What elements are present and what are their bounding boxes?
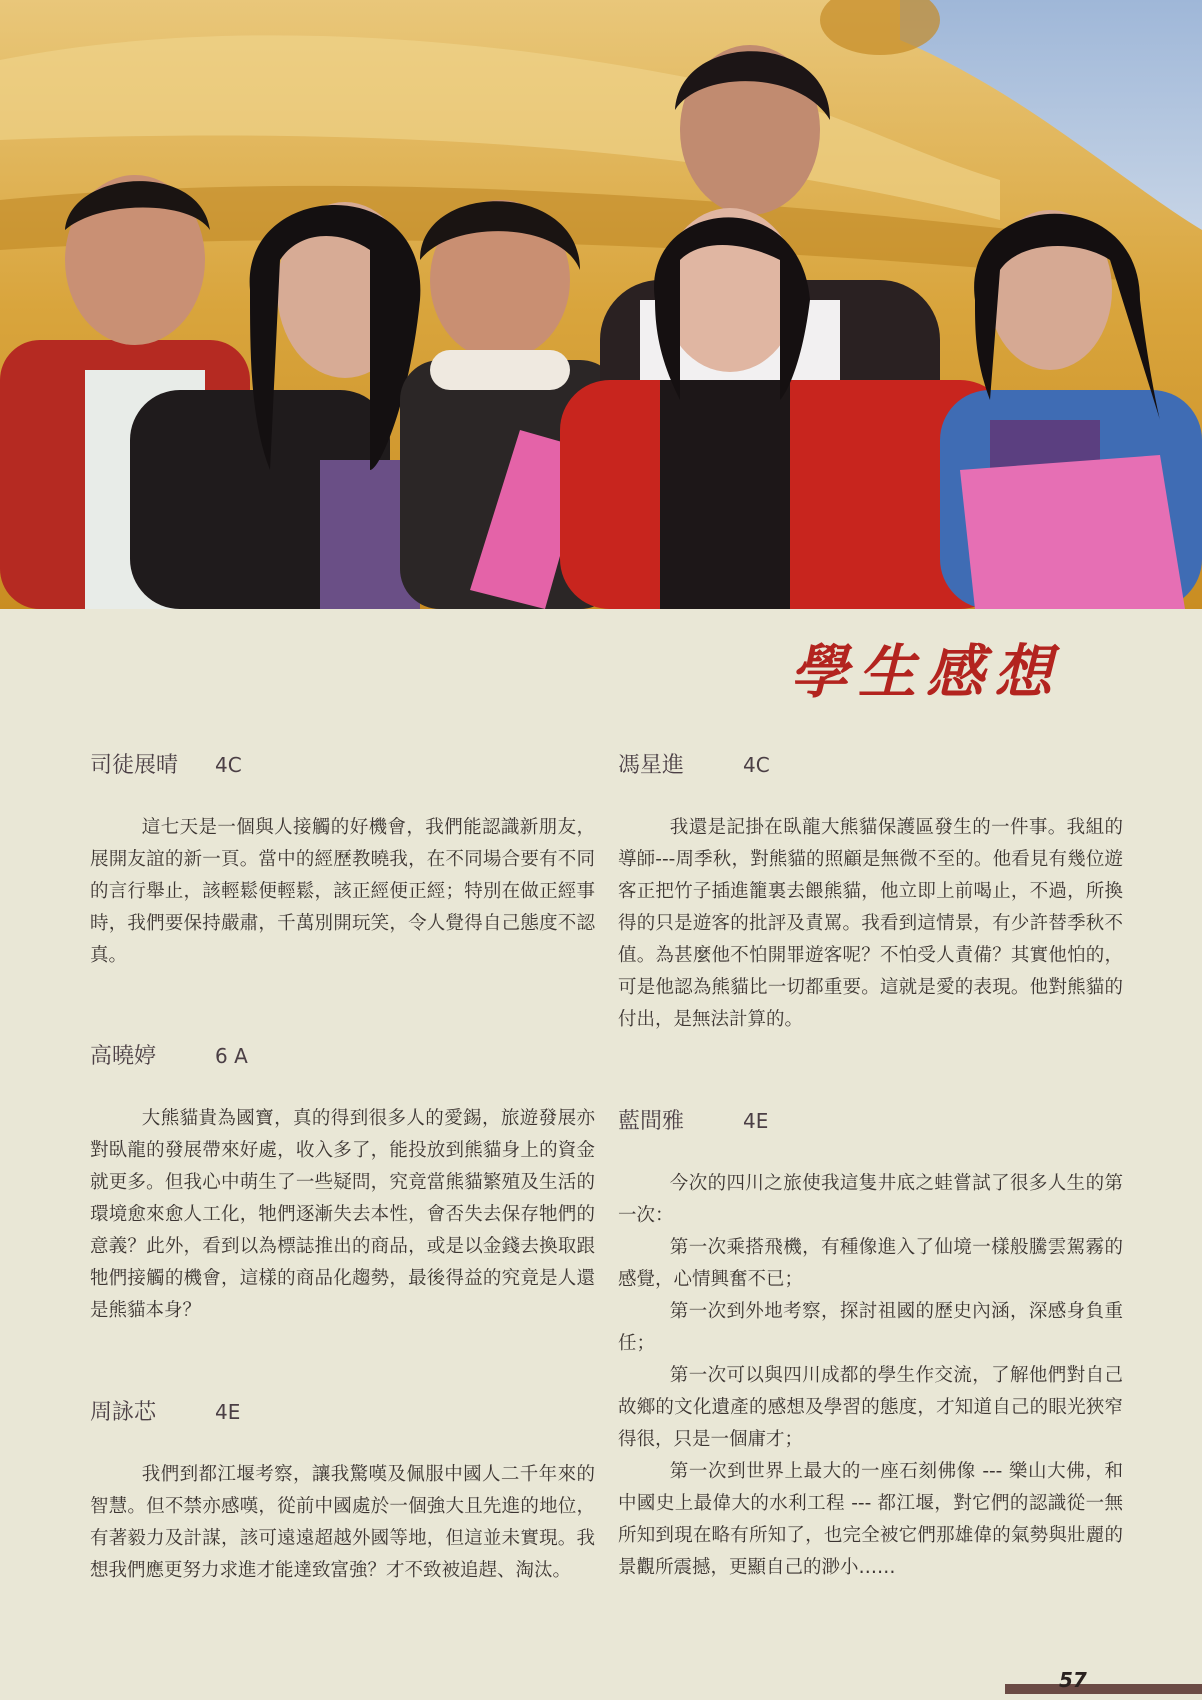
paragraph: 大熊貓貴為國寶，真的得到很多人的愛錫，旅遊發展亦對臥龍的發展帶來好處，收入多了，能投放到熊貓身上的資金就更多。但我心中萌生了一些疑問，究竟當熊貓繁殖及生活的環境愈來愈人工化，牠們逐漸失去本性，會否失去保存牠們的意義？此外，看到以為標誌推出的商品，或是以金錢去換取跟牠們接觸的機會，這樣的商品化趨勢，最後得益的究竟是人還是熊貓本身？ xyxy=(90,1108,595,1321)
author-class: 6 A xyxy=(215,1044,248,1068)
entry-zhou-yongxin xyxy=(90,1397,595,1587)
page-number-bar xyxy=(1005,1668,1202,1694)
entry-header xyxy=(90,1397,595,1427)
header-photo xyxy=(0,0,1202,609)
author-class: 4E xyxy=(743,1109,769,1133)
entry-text xyxy=(90,1103,595,1327)
author-name: 馮星進 xyxy=(618,753,685,778)
entry-text xyxy=(90,812,595,972)
paragraph: 第一次乘搭飛機，有種像進入了仙境一樣般騰雲駕霧的感覺，心情興奮不已； xyxy=(618,1237,1123,1290)
entry-header xyxy=(618,750,1123,780)
students-photo xyxy=(0,0,1202,609)
paragraph: 第一次到外地考察，探討祖國的歷史內涵，深感身負重任； xyxy=(618,1301,1123,1354)
entry-header xyxy=(90,1041,595,1071)
author-name: 高曉婷 xyxy=(90,1044,157,1069)
author-name: 司徒展晴 xyxy=(90,753,179,778)
paragraph: 今次的四川之旅使我這隻井底之蛙嘗試了很多人生的第一次： xyxy=(618,1173,1123,1226)
entry-lan-jianya xyxy=(618,1106,1123,1584)
entry-text xyxy=(618,1168,1123,1584)
entry-feng-xingjin xyxy=(618,750,1123,1036)
paragraph: 我們到都江堰考察，讓我驚嘆及佩服中國人二千年來的智慧。但不禁亦感嘆，從前中國處於一個強大且先進的地位，有著毅力及計謀，該可遠遠超越外國等地，但這並未實現。我想我們應更努力求進才能達致富強？才不致被追趕、淘汰。 xyxy=(90,1464,595,1581)
author-name: 周詠芯 xyxy=(90,1400,157,1425)
page-number: 57 xyxy=(1059,1668,1087,1692)
paragraph: 我還是記掛在臥龍大熊貓保護區發生的一件事。我組的導師---周季秋，對熊貓的照顧是無微不至的。他看見有幾位遊客正把竹子插進籠裏去餵熊貓，他立即上前喝止，不過，所換得的只是遊客的批評及責罵。我看到這情景，有少許替季秋不值。為甚麼他不怕開罪遊客呢？不怕受人責備？其實他怕的，可是他認為熊貓比一切都重要。這就是愛的表現。他對熊貓的付出，是無法計算的。 xyxy=(618,817,1123,1030)
section-title: 學生感想 xyxy=(790,638,1063,706)
entry-situ-zhanqing xyxy=(90,750,595,972)
entry-text xyxy=(90,1459,595,1587)
entry-header xyxy=(618,1106,1123,1136)
entry-header xyxy=(90,750,595,780)
author-class: 4C xyxy=(743,753,770,777)
paragraph: 第一次可以與四川成都的學生作交流，了解他們對自己故鄉的文化遺產的感想及學習的態度，才知道自己的眼光狹窄得很，只是一個庸才； xyxy=(618,1365,1123,1450)
author-class: 4E xyxy=(215,1400,241,1424)
author-name: 藍間雅 xyxy=(618,1109,685,1134)
paragraph: 這七天是一個與人接觸的好機會，我們能認識新朋友，展開友誼的新一頁。當中的經歷教曉我，在不同場合要有不同的言行舉止，該輕鬆便輕鬆，該正經便正經；特別在做正經事時，我們要保持嚴肅，千萬別開玩笑，令人覺得自己態度不認真。 xyxy=(90,817,595,966)
entry-text xyxy=(618,812,1123,1036)
entry-gao-xiaoting xyxy=(90,1041,595,1327)
author-class: 4C xyxy=(215,753,242,777)
paragraph: 第一次到世界上最大的一座石刻佛像 --- 樂山大佛，和中國史上最偉大的水利工程 --- 都江堰，對它們的認識從一無所知到現在略有所知了，也完全被它們那雄偉的氣勢與壯麗的景觀所震撼，更顯自己的渺小…… xyxy=(618,1461,1123,1578)
